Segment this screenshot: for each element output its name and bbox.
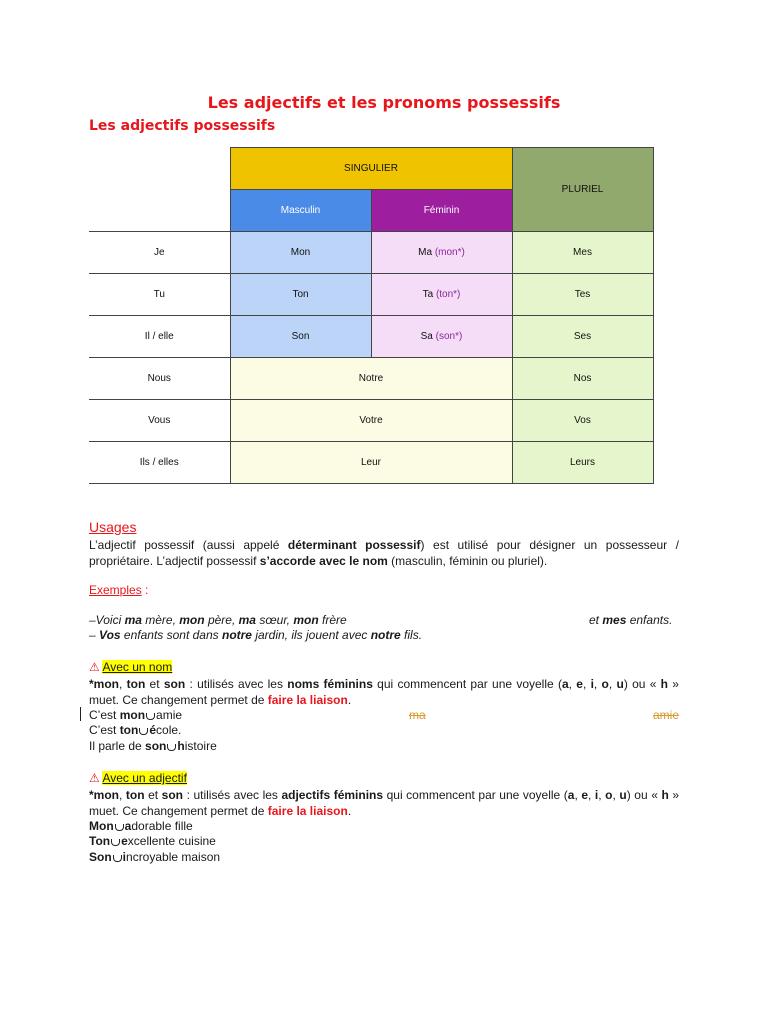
exemples-heading-line: [89, 583, 679, 599]
text-run: » muet. Ce changement permet de: [89, 788, 680, 818]
example-line-2: [89, 628, 679, 644]
subject-cell: Nous: [89, 358, 230, 400]
vowel: u: [616, 677, 624, 691]
text-run: ) ou: [623, 677, 646, 691]
bold-term: Son: [89, 850, 112, 864]
bold-term: s’accorde avec le nom: [259, 553, 388, 568]
bold-term: i: [122, 850, 127, 864]
text-run: –Voici: [89, 613, 125, 627]
singulier-cell: Votre: [230, 400, 512, 442]
feminin-cell: [371, 274, 512, 316]
text-run: ) est utilisé pour désigner un possesseur / propriétaire. L’adjectif possessif: [89, 538, 679, 568]
bold-term: déterminant possessif: [287, 538, 421, 552]
text-run: et: [589, 613, 603, 627]
text-run: –: [89, 628, 100, 642]
example-line-1: [89, 613, 679, 629]
pluriel-cell: Mes: [512, 232, 653, 274]
text-run: .: [347, 692, 352, 707]
vowel: u: [619, 788, 627, 802]
table-row: [89, 232, 653, 274]
avec-un-adjectif-rule: *mon, ton et son : utilisés avec les adjectifs féminins qui commencent par une voyelle (a, e, i, o, u) ou « h » muet. Ce changement permet de faire la liaison.: [89, 788, 680, 818]
text-run: «: [649, 677, 661, 691]
masculin-cell: Mon: [230, 232, 371, 274]
text-run: : utilisés avec les: [185, 677, 288, 691]
avec-un-nom-heading-line: [89, 660, 679, 676]
singulier-cell: Notre: [230, 358, 512, 400]
struck-word: ma: [409, 708, 426, 722]
bold-term: ton: [119, 723, 139, 737]
bold-term: a: [124, 819, 132, 833]
adj-example-2: [89, 834, 679, 850]
pluriel-cell: Nos: [512, 358, 653, 400]
text-run: enfants.: [626, 613, 673, 627]
text-cursor: [80, 707, 81, 721]
vowel: e: [576, 677, 583, 691]
subject-cell: Ils / elles: [89, 442, 230, 484]
adj-example-3: [89, 850, 679, 866]
warning-icon: ⚠: [89, 771, 100, 785]
text-run: Il parle de: [89, 739, 146, 753]
struck-word: amie: [652, 708, 679, 722]
avec-un-adjectif-heading-line: [89, 771, 679, 787]
bold-term: Ton: [89, 834, 111, 848]
liaison-icon: [139, 728, 148, 735]
bold-term: Mon: [89, 819, 114, 833]
bold-term: notre: [221, 628, 252, 642]
bold-term: ma: [238, 613, 256, 627]
vowel: a: [561, 677, 569, 691]
table-corner: [89, 148, 230, 232]
bold-term: son: [145, 739, 167, 753]
text-run: ,: [119, 677, 127, 691]
nom-example-2: [89, 723, 679, 739]
text-run: et: [144, 788, 162, 802]
text-run: «: [651, 788, 662, 802]
text-run: » muet. Ce changement permet de: [89, 677, 679, 707]
asterisk: *: [89, 788, 94, 802]
example-line-1-end: [589, 613, 672, 629]
exemples-heading: Exemples: [89, 583, 142, 597]
liaison-term: faire la liaison: [267, 692, 348, 707]
masculin-cell: Ton: [230, 274, 371, 316]
struck-example: [409, 708, 679, 724]
feminin-form: Ta: [422, 289, 434, 300]
avec-un-adjectif-heading: Avec un adjectif: [102, 771, 187, 785]
text-run: sœur,: [255, 613, 294, 627]
exemples-colon: :: [141, 583, 149, 597]
liaison-icon: [113, 855, 122, 862]
feminin-note: (ton*): [435, 289, 461, 300]
bold-term: Vos: [99, 628, 121, 642]
text-run: jardin, ils jouent avec: [251, 628, 371, 642]
bold-term: e: [121, 834, 128, 848]
singulier-cell: Leur: [230, 442, 512, 484]
bold-term: mon: [93, 788, 120, 802]
text-run: frère: [318, 613, 347, 627]
vowel: o: [601, 677, 609, 691]
subject-cell: Je: [89, 232, 230, 274]
liaison-term: faire la liaison: [267, 803, 348, 818]
feminin-note: (son*): [435, 331, 463, 342]
page-title: Les adjectifs et les pronoms possessifs: [207, 93, 561, 112]
usages-heading: Usages: [89, 519, 137, 535]
bold-term: mon: [93, 677, 120, 691]
avec-un-nom-heading: Avec un nom: [102, 660, 173, 674]
liaison-icon: [167, 744, 176, 751]
pluriel-cell: Leurs: [512, 442, 653, 484]
possessive-table: [89, 147, 654, 484]
text-run: dorable fille: [131, 819, 193, 833]
bold-term: ton: [126, 677, 146, 691]
subject-cell: Vous: [89, 400, 230, 442]
bold-term: notre: [370, 628, 401, 642]
bold-term: h: [660, 677, 669, 691]
text-run: cole.: [156, 723, 182, 737]
feminin-form: Ma: [418, 247, 433, 258]
header-feminin: Féminin: [371, 190, 512, 232]
nom-example-1: [89, 708, 679, 724]
text-run: .: [347, 803, 352, 818]
liaison-icon: [146, 713, 155, 720]
bold-term: son: [163, 677, 186, 691]
pluriel-cell: Tes: [512, 274, 653, 316]
subject-cell: Tu: [89, 274, 230, 316]
text-run: : utilisés avec les: [183, 788, 282, 802]
text-run: fils.: [400, 628, 423, 642]
feminin-cell: [371, 232, 512, 274]
vowel: e: [581, 788, 589, 802]
vowel: o: [605, 788, 613, 802]
table-row: [89, 400, 653, 442]
bold-term: adjectifs féminins: [281, 788, 384, 802]
pluriel-cell: Ses: [512, 316, 653, 358]
table-row: [89, 316, 653, 358]
feminin-cell: [371, 316, 512, 358]
text-run: père,: [204, 613, 239, 627]
bold-term: ma: [124, 613, 142, 627]
text-run: C’est: [89, 708, 120, 722]
usages-paragraph: [89, 538, 679, 569]
text-run: L’adjectif possessif (aussi appelé: [89, 538, 288, 552]
liaison-icon: [111, 839, 120, 846]
bold-term: mon: [119, 708, 146, 722]
bold-term: h: [177, 739, 185, 753]
table-row: [89, 358, 653, 400]
masculin-cell: Son: [230, 316, 371, 358]
nom-example-3: [89, 739, 679, 755]
avec-un-nom-rule: *mon, ton et son : utilisés avec les noms féminins qui commencent par une voyelle (a, e, i, o, u) ou « h » muet. Ce changement permet de faire la liaison.: [89, 677, 679, 707]
asterisk: *: [89, 677, 94, 691]
warning-icon: ⚠: [89, 660, 100, 674]
text-run: et: [145, 677, 164, 691]
text-run: ncroyable maison: [126, 850, 221, 864]
text-run: enfants sont dans: [120, 628, 222, 642]
bold-term: ton: [125, 788, 145, 802]
vowel: a: [567, 788, 575, 802]
liaison-icon: [115, 824, 124, 831]
text-run: amie: [156, 708, 183, 722]
adj-example-1: [89, 819, 679, 835]
text-run: ) ou: [626, 788, 648, 802]
table-row: [89, 274, 653, 316]
header-singulier: SINGULIER: [230, 148, 512, 190]
vowel: i: [594, 788, 599, 802]
text-run: qui commencent par une voyelle (: [372, 677, 562, 691]
bold-term: son: [161, 788, 184, 802]
pluriel-cell: Vos: [512, 400, 653, 442]
subject-cell: Il / elle: [89, 316, 230, 358]
section-title: Les adjectifs possessifs: [89, 118, 276, 134]
text-run: xcellente cuisine: [127, 834, 216, 848]
text-run: (masculin, féminin ou pluriel).: [387, 553, 548, 568]
header-pluriel: PLURIEL: [512, 148, 653, 232]
bold-term: h: [661, 788, 669, 802]
bold-term: mes: [602, 613, 627, 627]
bold-term: mon: [179, 613, 205, 627]
text-run: ,: [119, 788, 126, 802]
bold-term: mon: [293, 613, 319, 627]
feminin-note: (mon*): [434, 247, 465, 258]
vowel: i: [590, 677, 594, 691]
header-masculin: Masculin: [230, 190, 371, 232]
text-run: C’est: [89, 723, 120, 737]
feminin-form: Sa: [420, 331, 433, 342]
text-run: istoire: [184, 739, 217, 753]
table-row: [89, 442, 653, 484]
text-run: mère,: [141, 613, 180, 627]
bold-term: noms féminins: [287, 677, 373, 691]
text-run: qui commencent par une voyelle (: [383, 788, 568, 802]
bold-term: é: [149, 723, 157, 737]
